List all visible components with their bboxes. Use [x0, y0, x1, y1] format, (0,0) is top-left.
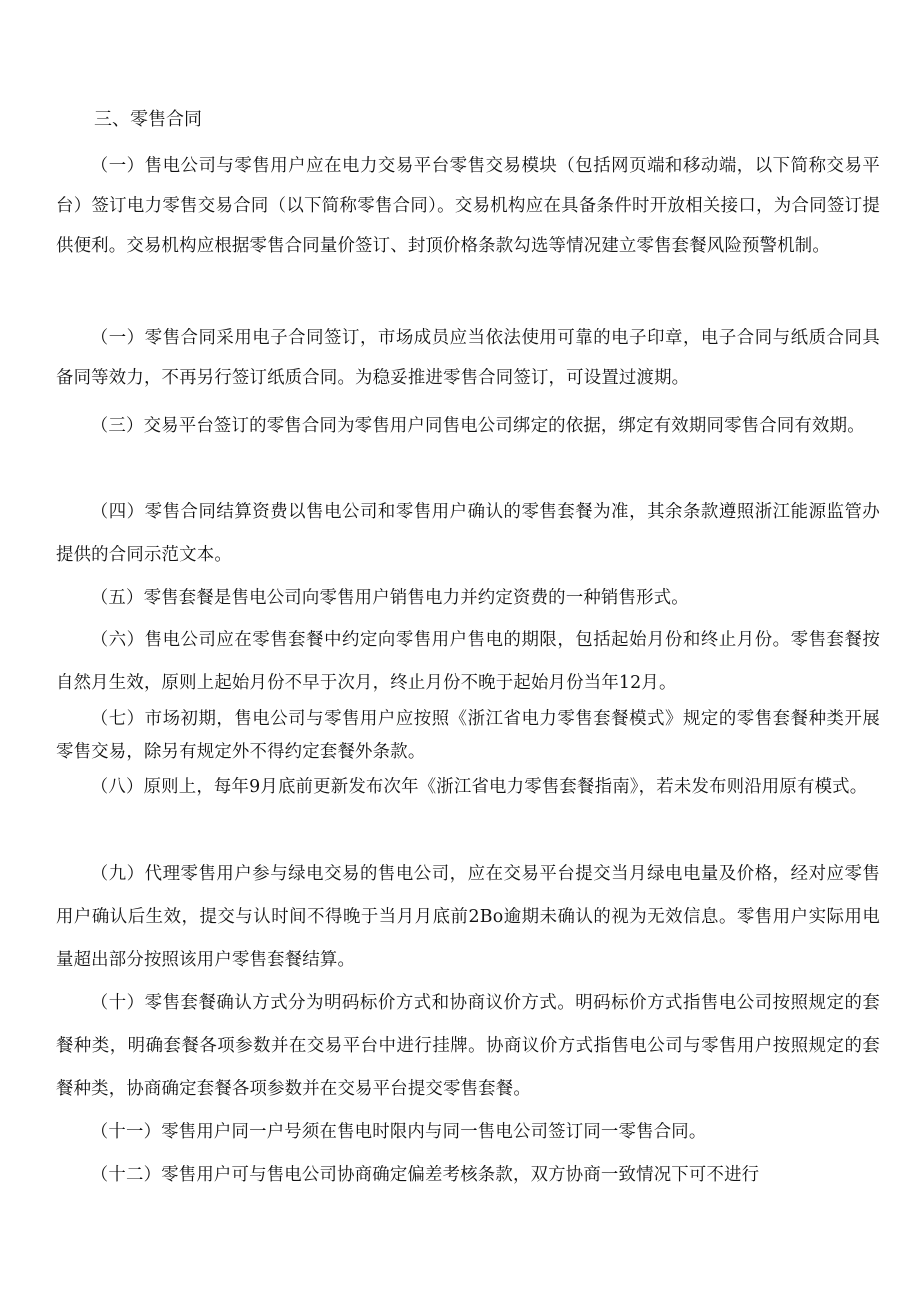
paragraph-3: （三）交易平台签订的零售合同为零售用户同售电公司绑定的依据，绑定有效期同零售合同有效期。	[90, 416, 865, 436]
paragraph-10: （十）零售套餐确认方式分为明码标价方式和协商议价方式。明码标价方式指售电公司按照规定的套餐种类，明确套餐各项参数并在交易平台中进行挂牌。协商议价方式指售电公司与零售用户按照规定的套餐种类，协商确定套餐各项参数并在交易平台提交零售套餐。	[56, 993, 880, 1099]
paragraph-11: （十一）零售用户同一户号须在售电时限内与同一售电公司签订同一零售合同。	[90, 1122, 707, 1142]
paragraph-4: （四）零售合同结算资费以售电公司和零售用户确认的零售套餐为准，其余条款遵照浙江能源监管办提供的合同示范文本。	[56, 502, 880, 565]
paragraph-2: （一）零售合同采用电子合同签订，市场成员应当依法使用可靠的电子印章，电子合同与纸质合同具备同等效力，不再另行签订纸质合同。为稳妥推进零售合同签订，可设置过渡期。	[56, 328, 880, 388]
paragraph-1: （一）售电公司与零售用户应在电力交易平台零售交易模块（包括网页端和移动端，以下简称交易平台）签订电力零售交易合同（以下简称零售合同）。交易机构应在具备条件时开放相关接口，为合同签订提供便利。交易机构应根据零售合同量价签订、封顶价格条款勾选等情况建立零售套餐风险预警机制。	[56, 156, 880, 256]
paragraph-6: （六）售电公司应在零售套餐中约定向零售用户售电的期限，包括起始月份和终止月份。零售套餐按自然月生效，原则上起始月份不早于次月，终止月份不晚于起始月份当年12月。	[56, 630, 880, 693]
paragraph-8: （八）原则上，每年9月底前更新发布次年《浙江省电力零售套餐指南》，若未发布则沿用原有模式。	[90, 777, 868, 797]
paragraph-9: （九）代理零售用户参与绿电交易的售电公司，应在交易平台提交当月绿电电量及价格，经对应零售用户确认后生效，提交与认时间不得晚于当月月底前2Bo逾期未确认的视为无效信息。零售用户实际用电量超出部分按照该用户零售套餐结算。	[56, 864, 881, 970]
paragraph-12: （十二）零售用户可与售电公司协商确定偏差考核条款，双方协商一致情况下可不进行	[90, 1165, 760, 1185]
section-heading: 三、零售合同	[94, 109, 202, 130]
paragraph-5: （五）零售套餐是售电公司向零售用户销售电力并约定资费的一种销售形式。	[90, 588, 689, 608]
paragraph-7: （七）市场初期，售电公司与零售用户应按照《浙江省电力零售套餐模式》规定的零售套餐种类开展零售交易，除另有规定外不得约定套餐外条款。	[56, 709, 880, 762]
